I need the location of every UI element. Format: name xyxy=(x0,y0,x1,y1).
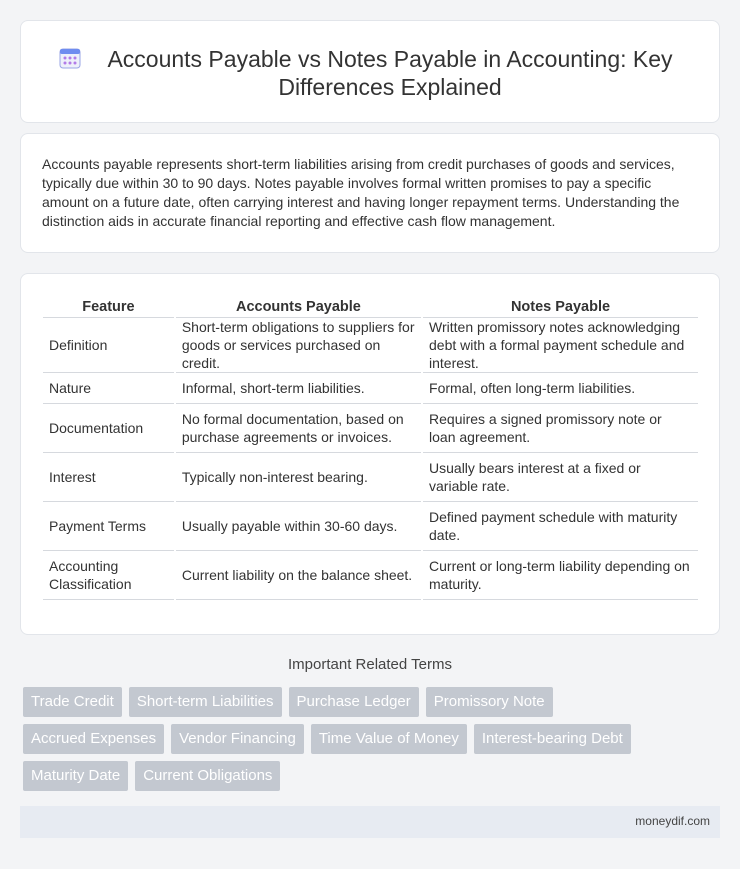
page-title: Accounts Payable vs Notes Payable in Accounting: Key Differences Explained xyxy=(107,46,673,100)
tag-interest-bearing-debt[interactable]: Interest-bearing Debt xyxy=(474,724,631,754)
table-cell-feature: Definition xyxy=(43,318,174,373)
table-cell-accounts-payable: Short-term obligations to suppliers for goods or services purchased on credit. xyxy=(176,318,421,373)
title-card xyxy=(20,20,720,123)
table-cell-accounts-payable: Informal, short-term liabilities. xyxy=(176,373,421,404)
footer-site-link[interactable]: moneydif.com xyxy=(635,814,710,828)
table-cell-accounts-payable: Typically non-interest bearing. xyxy=(176,453,421,502)
intro-card xyxy=(20,133,720,253)
tag-time-value-of-money[interactable]: Time Value of Money xyxy=(311,724,467,754)
tag-maturity-date[interactable]: Maturity Date xyxy=(23,761,128,791)
table-cell-notes-payable: Current or long-term liability depending on maturity. xyxy=(423,551,698,600)
table-cell-accounts-payable: Current liability on the balance sheet. xyxy=(176,551,421,600)
related-terms-heading: Important Related Terms xyxy=(288,656,452,673)
table-row xyxy=(43,502,698,551)
comparison-table xyxy=(41,296,700,600)
tag-trade-credit[interactable]: Trade Credit xyxy=(23,687,122,717)
tag-row xyxy=(23,724,703,754)
header-feature: Feature xyxy=(43,296,174,318)
tag-row xyxy=(23,761,703,791)
table-row xyxy=(43,453,698,502)
tag-row xyxy=(23,687,703,717)
table-row xyxy=(43,551,698,600)
footer xyxy=(20,806,720,838)
tag-short-term-liabilities[interactable]: Short-term Liabilities xyxy=(129,687,282,717)
table-cell-notes-payable: Written promissory notes acknowledging debt with a formal payment schedule and interest. xyxy=(423,318,698,373)
table-cell-notes-payable: Requires a signed promissory note or loan agreement. xyxy=(423,404,698,453)
table-cell-accounts-payable: Usually payable within 30-60 days. xyxy=(176,502,421,551)
table-cell-feature: Interest xyxy=(43,453,174,502)
table-cell-feature: Documentation xyxy=(43,404,174,453)
table-cell-feature: Payment Terms xyxy=(43,502,174,551)
header-notes-payable: Notes Payable xyxy=(423,296,698,318)
table-cell-notes-payable: Defined payment schedule with maturity date. xyxy=(423,502,698,551)
tag-current-obligations[interactable]: Current Obligations xyxy=(135,761,280,791)
table-cell-accounts-payable: No formal documentation, based on purchase agreements or invoices. xyxy=(176,404,421,453)
tag-promissory-note[interactable]: Promissory Note xyxy=(426,687,553,717)
table-row xyxy=(43,404,698,453)
table-row xyxy=(43,373,698,404)
comparison-table-card xyxy=(20,273,720,635)
table-cell-feature: Nature xyxy=(43,373,174,404)
tag-accrued-expenses[interactable]: Accrued Expenses xyxy=(23,724,164,754)
table-cell-notes-payable: Usually bears interest at a fixed or variable rate. xyxy=(423,453,698,502)
tag-purchase-ledger[interactable]: Purchase Ledger xyxy=(289,687,419,717)
tag-vendor-financing[interactable]: Vendor Financing xyxy=(171,724,304,754)
intro-paragraph: Accounts payable represents short-term liabilities arising from credit purchases of goods and services, typically due within 30 to 90 days. Notes payable involves formal written promises to pay a specific amount on a future date, often carrying interest and having longer repayment terms. Understanding the distinction aids in accurate financial reporting and effective cash flow management. xyxy=(42,156,680,229)
table-row xyxy=(43,318,698,373)
table-cell-feature: Accounting Classification xyxy=(43,551,174,600)
table-cell-notes-payable: Formal, often long-term liabilities. xyxy=(423,373,698,404)
related-terms-tags xyxy=(23,687,703,798)
table-header-row xyxy=(43,296,698,318)
header-accounts-payable: Accounts Payable xyxy=(176,296,421,318)
